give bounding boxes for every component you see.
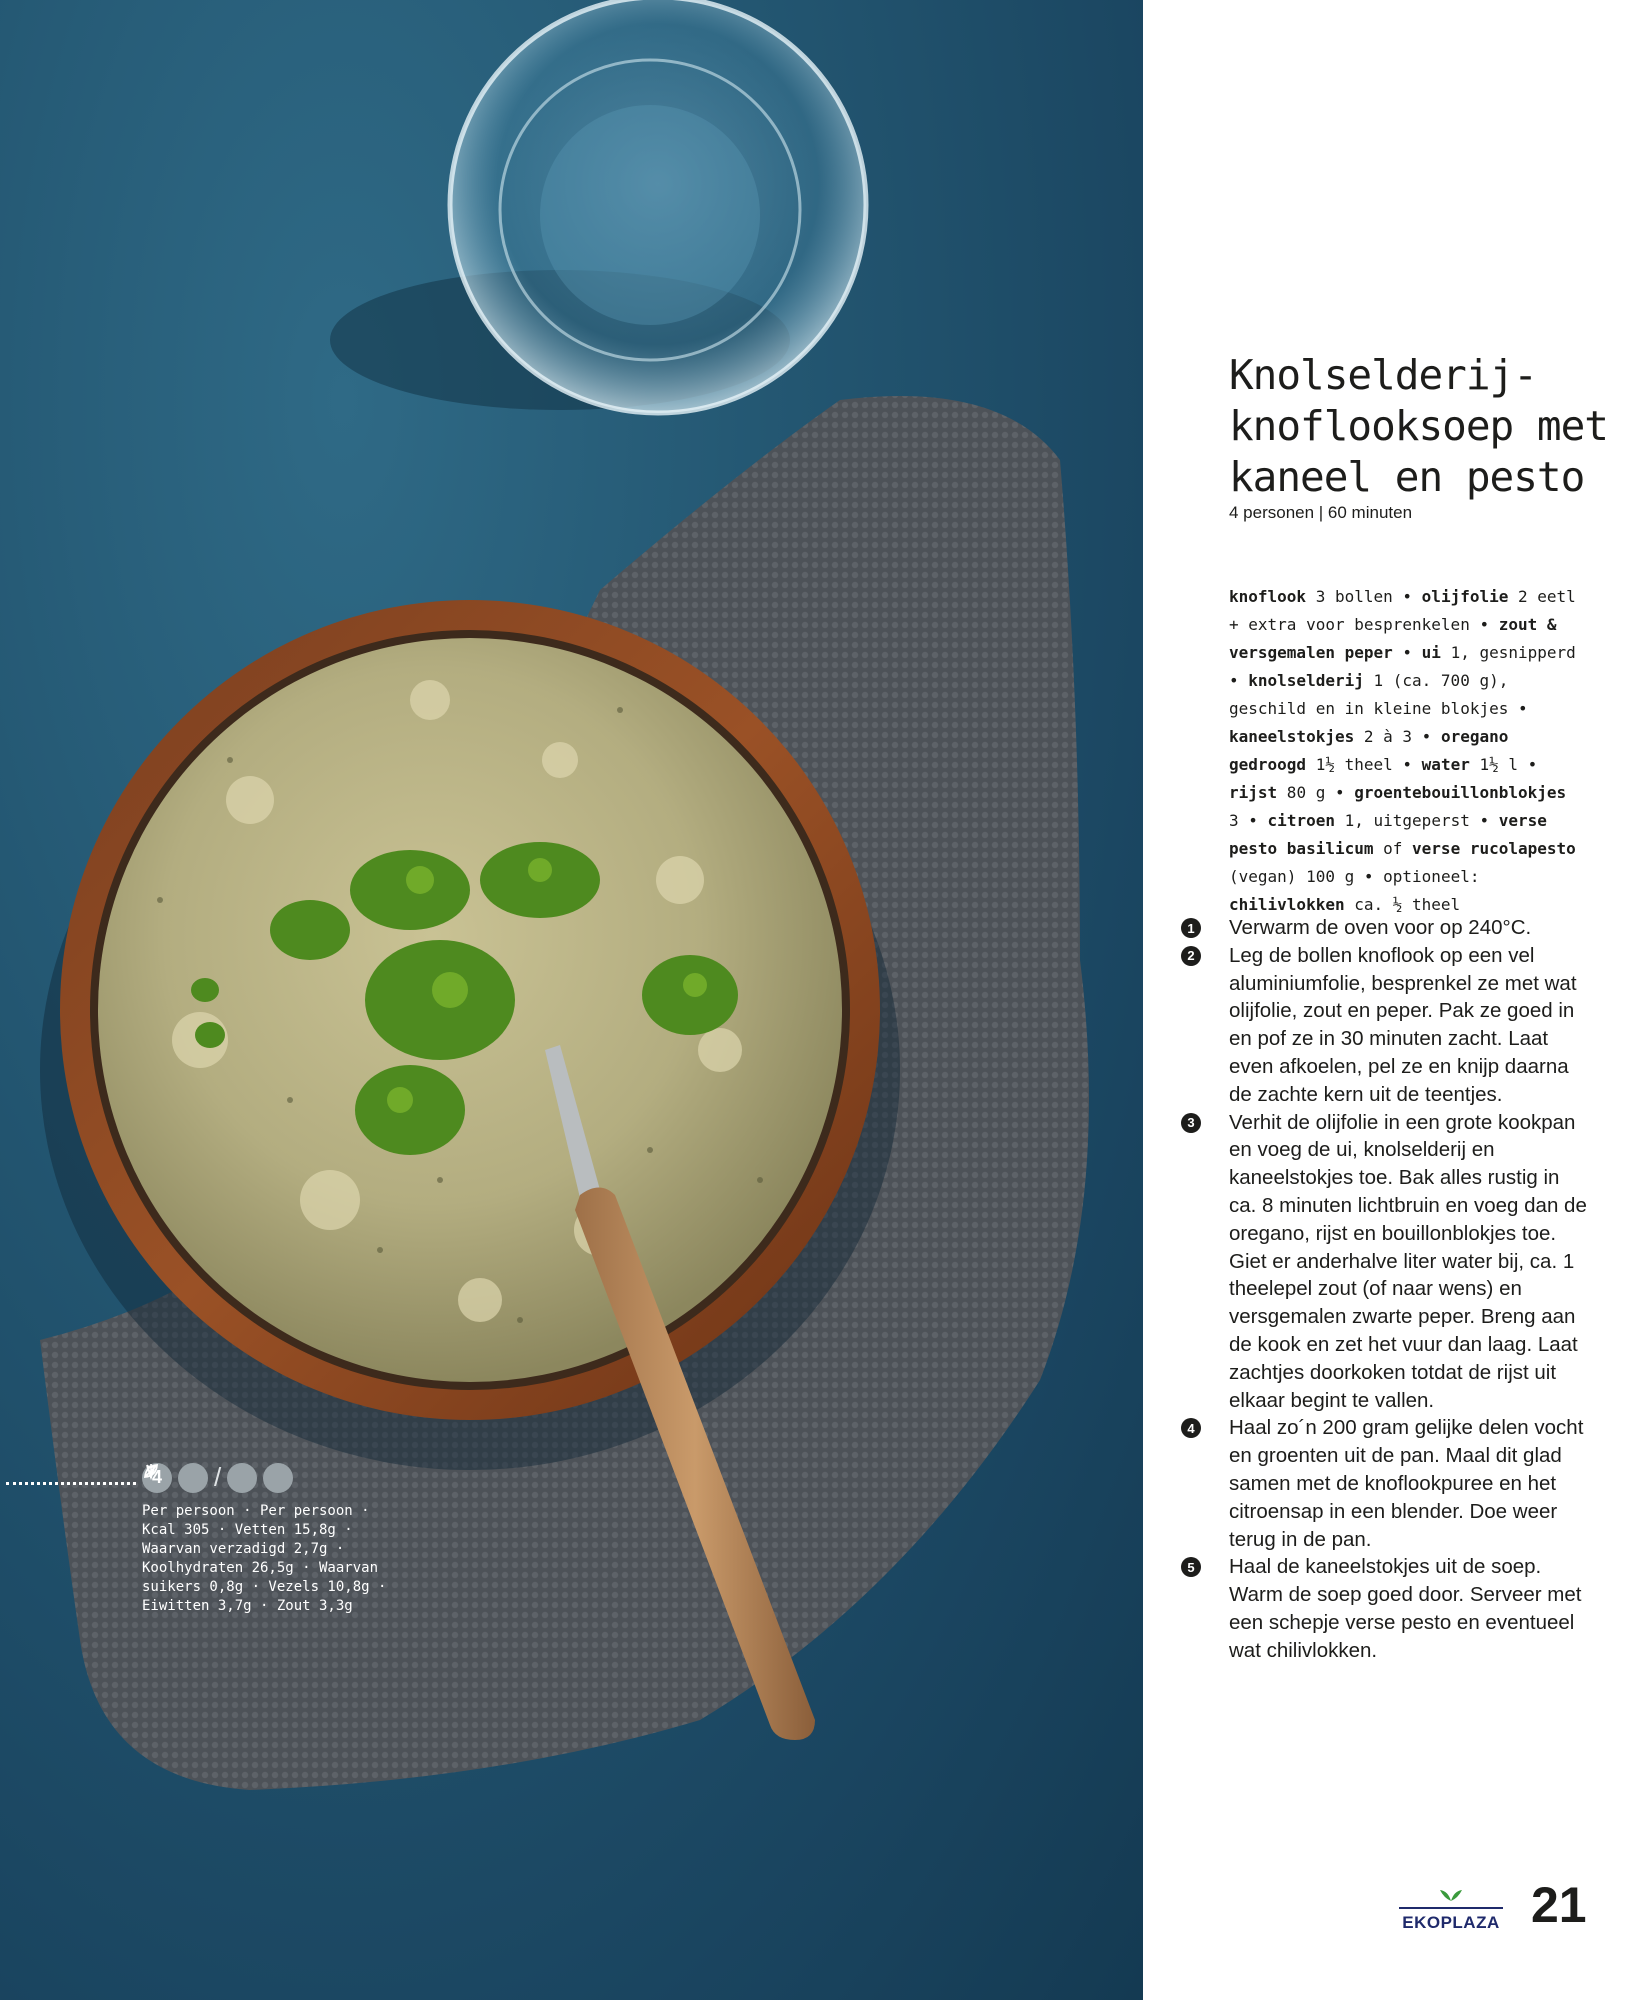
ingredient-name: verse pesto basilicum xyxy=(1229,811,1547,858)
recipe-title: Knolselderij-knoflooksoep met kaneel en pesto xyxy=(1229,351,1608,501)
ingredient-detail: 1 (ca. 700 g), geschild en in kleine blokjes xyxy=(1229,671,1509,718)
vegetarian-leaf-icon xyxy=(178,1463,208,1493)
recipe-step xyxy=(1181,1109,1601,1415)
step-number: 3 xyxy=(1181,1113,1201,1133)
ingredient-name: oregano gedroogd xyxy=(1229,727,1509,774)
brand-name: EKOPLAZA xyxy=(1402,1913,1500,1932)
ingredient-separator: • xyxy=(1392,587,1422,606)
ingredient-name: water xyxy=(1421,755,1470,774)
ingredient-detail: (vegan) 100 g xyxy=(1229,867,1355,886)
ingredient-separator: • xyxy=(1412,727,1441,746)
ingredient-separator: • xyxy=(1469,615,1499,634)
recipe-step xyxy=(1181,914,1601,942)
ingredient-separator: • xyxy=(1518,755,1538,774)
step-number: 2 xyxy=(1181,946,1201,966)
ingredient-detail: 3 xyxy=(1229,811,1239,830)
ingredient-name: ui xyxy=(1421,643,1441,662)
leaf-icon xyxy=(1436,1888,1466,1902)
ingredient-item xyxy=(1229,671,1508,718)
ingredient-name: kaneelstokjes xyxy=(1229,727,1355,746)
ingredient-separator: • xyxy=(1229,671,1249,690)
ingredient-detail: 3 bollen xyxy=(1306,587,1393,606)
ingredient-separator: • xyxy=(1392,755,1422,774)
ingredient-name: chilivlokken xyxy=(1229,895,1345,914)
ingredient-detail: 1, gesnipperd xyxy=(1440,643,1576,662)
step-text: Verwarm de oven voor op 240°C. xyxy=(1229,916,1532,939)
ingredient-separator: • xyxy=(1508,699,1528,718)
brand-logo xyxy=(1399,1888,1503,1933)
logo-rule xyxy=(1399,1907,1503,1909)
ingredient-detail: 1, uitgeperst xyxy=(1334,811,1470,830)
recipe-subtitle: 4 personen | 60 minuten xyxy=(1229,503,1413,522)
ingredient-separator: • xyxy=(1392,643,1422,662)
ingredient-detail: optioneel: xyxy=(1383,867,1480,886)
step-list xyxy=(1181,914,1601,1665)
ingredient-detail: 1½ theel xyxy=(1306,755,1393,774)
recipe-step xyxy=(1181,1553,1601,1664)
ingredient-name: olijfolie xyxy=(1421,587,1509,606)
ingredient-name: verse rucolapesto xyxy=(1412,839,1576,858)
ingredient-list xyxy=(1229,583,1579,919)
servings-badge: 4 xyxy=(142,1463,172,1493)
ingredient-item xyxy=(1229,727,1412,746)
ingredient-detail: 80 g xyxy=(1277,783,1326,802)
ingredient-name: knolselderij xyxy=(1248,671,1364,690)
recipe-column xyxy=(1143,0,1643,2000)
ingredient-detail: 2 eetl + extra voor besprenkelen xyxy=(1229,587,1576,634)
ingredient-name: knoflook xyxy=(1229,587,1307,606)
ingredient-name: groentebouillonblokjes xyxy=(1354,783,1567,802)
step-text: Verhit de olijfolie in een grote kookpan en voeg de ui, knolselderij en kaneelstokjes toe. Bak alles rustig in ca. 8 minuten lichtbruin en voeg dan de oregano, rijst en bouillonblokjes toe. Giet er anderhalve liter water bij, ca. 1 theelepel zout (of naar wens) en versgemalen zwarte peper. Breng aan de kook en zet het vuur dan laag. Laat zachtjes doorkoken totdat de rijst uit elkaar begint te vallen. xyxy=(1229,1110,1587,1412)
water-glass xyxy=(450,0,866,413)
recipe-step xyxy=(1181,942,1601,1109)
step-number: 1 xyxy=(1181,918,1201,938)
ingredient-item xyxy=(1383,867,1479,886)
ingredient-separator: • xyxy=(1238,811,1268,830)
vegan-icon xyxy=(227,1463,257,1493)
ingredient-item xyxy=(1229,587,1393,606)
recipe-step xyxy=(1181,1414,1601,1553)
step-text: Haal zo´n 200 gram gelijke delen vocht en groenten uit de pan. Maal dit glad samen met de knoflookpuree en het citroensap in een blender. Doe weer terug in de pan. xyxy=(1229,1416,1584,1551)
step-text: Haal de kaneelstokjes uit de soep. Warm de soep goed door. Serveer met een schepje verse pesto en eventueel wat chilivlokken. xyxy=(1229,1555,1582,1662)
ingredient-name: zout & versgemalen peper xyxy=(1229,615,1557,662)
ingredient-item xyxy=(1268,811,1470,830)
ingredient-separator: • xyxy=(1354,867,1384,886)
ingredient-item xyxy=(1422,755,1518,774)
page-number: 21 xyxy=(1531,1877,1587,1933)
ingredient-name: citroen xyxy=(1267,811,1335,830)
ingredient-separator: • xyxy=(1325,783,1355,802)
dotted-leader xyxy=(6,1482,136,1485)
ingredient-detail: ca. ½ theel xyxy=(1344,895,1461,914)
ingredient-detail: 1½ l xyxy=(1469,755,1519,774)
icon-separator: / xyxy=(214,1462,222,1492)
step-text: Leg de bollen knoflook op een vel aluminiumfolie, besprenkel ze met wat olijfolie, zout en peper. Pak ze goed in en pof ze in 30 minuten zacht. Laat even afkoelen, pel ze en knijp daarna de zachte kern uit de teentjes. xyxy=(1229,943,1577,1106)
ingredient-name: rijst xyxy=(1229,783,1278,802)
ingredient-detail: 2 à 3 xyxy=(1354,727,1413,746)
step-number: 5 xyxy=(1181,1557,1201,1577)
ingredient-detail: of xyxy=(1373,839,1413,858)
ingredient-item xyxy=(1229,783,1325,802)
ingredient-item xyxy=(1229,895,1460,914)
gluten-free-icon xyxy=(263,1463,293,1493)
ingredient-separator: • xyxy=(1469,811,1499,830)
ingredient-item xyxy=(1422,643,1576,662)
step-number: 4 xyxy=(1181,1418,1201,1438)
nutrition-text: Per persoon · Per persoon · Kcal 305 · Vetten 15,8g · Waarvan verzadigd 2,7g · Koolhydraten 26,5g · Waarvan suikers 0,8g · Vezels 10,8g · Eiwitten 3,7g · Zout 3,3g xyxy=(142,1503,387,1614)
diet-icons xyxy=(142,1462,293,1493)
